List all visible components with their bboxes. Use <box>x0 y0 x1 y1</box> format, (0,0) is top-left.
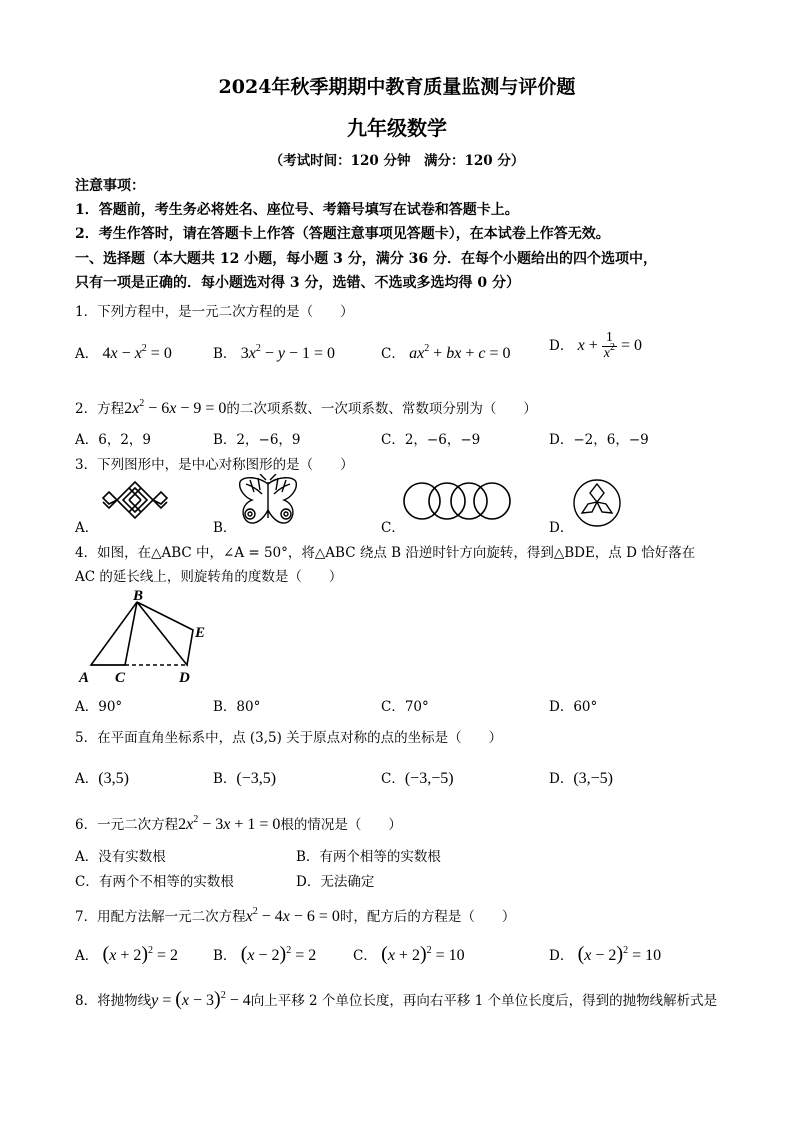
q3-label-c: C． <box>381 520 405 536</box>
q8-stem: 8．将抛物线$y = (x - 3)^2 - 4$向上平移 2 个单位长度，再向右平移 1 个单位长度后，得到的抛物线解析式是 <box>75 988 718 1010</box>
q3-figure-d-diamonds <box>572 478 622 528</box>
q4-stem-line-1: 4．如图，在△ABC 中，∠A = 50°，将△ABC 绕点 B 沿逆时针方向旋转，得到△BDE，点 D 恰好落在 <box>75 545 696 561</box>
q3-figure-a-knot <box>100 478 170 522</box>
q5-label-d: D． <box>549 771 574 787</box>
q6-stem: 6．一元二次方程$2x^2 - 3x + 1 = 0$根的情况是（ ） <box>75 814 402 833</box>
q3-label-a: A． <box>75 520 99 536</box>
q5-value-b: (−3,5) <box>236 770 277 787</box>
q7-stem-post: 时，配方后的方程是（ ） <box>339 909 516 925</box>
q2-label-b: B． <box>213 432 237 448</box>
q3-figure-c-rings <box>402 478 512 524</box>
q8-stem-post: 向上平移 2 个单位长度，再向右平移 1 个单位长度后，得到的抛物线解析式是 <box>250 993 718 1009</box>
q1-label-d: D． <box>549 337 574 354</box>
q2-stem-pre: 2．方程 <box>75 401 125 417</box>
q5-label-a: A． <box>75 771 99 787</box>
q6-option-b: B．有两个相等的实数根 <box>296 849 441 865</box>
q4-option-c <box>381 695 429 715</box>
q4-label-d: D． <box>549 699 574 715</box>
q4-value-a: 90° <box>98 699 123 715</box>
q2-option-b <box>213 428 301 448</box>
q7-stem: 7．用配方法解一元二次方程$x^2 - 4x - 6 = 0$时，配方后的方程是（ ） <box>75 906 516 925</box>
q4-option-a <box>75 695 122 715</box>
exam-subject: 九年级数学 <box>347 116 447 140</box>
q7-label-b: B． <box>213 948 237 964</box>
q1-option-d: D． x + $\frac{1}{x^2}$ = 0 <box>549 330 643 361</box>
exam-info: （考试时间：120 分钟 满分：120 分） <box>269 153 525 169</box>
q5-option-d <box>549 767 613 788</box>
q4-label-a: A． <box>75 699 99 715</box>
q6-option-d: D．无法确定 <box>296 874 375 890</box>
exam-title: 2024年秋季期期中教育质量监测与评价题 <box>218 76 576 98</box>
q7-option-d: D． $(x - 2)^2 = 10$ <box>549 943 662 965</box>
q4-figure-triangle <box>75 588 210 688</box>
q7-option-c: C． $(x + 2)^2 = 10$ <box>353 943 465 965</box>
section-heading-line-1: 一、选择题（本大题共 12 小题，每小题 3 分，满分 36 分．在每个小题给出的四个选项中， <box>75 251 657 267</box>
q7-label-a: A． <box>75 948 99 964</box>
q1-label-b: B． <box>213 346 237 362</box>
q7-label-c: C． <box>353 948 377 964</box>
q6-option-a: A．没有实数根 <box>75 849 166 865</box>
q2-value-b: 2，−6，9 <box>236 432 301 448</box>
q4-vertex-d: D <box>179 670 190 686</box>
notice-item-1: 1．答题前，考生务必将姓名、座位号、考籍号填写在试卷和答题卡上。 <box>75 202 519 218</box>
notice-item-2: 2．考生作答时，请在答题卡上作答（答题注意事项见答题卡），在本试卷上作答无效。 <box>75 226 610 242</box>
q1-label-a: A． <box>75 346 99 362</box>
q2-option-a <box>75 428 151 448</box>
notice-heading: 注意事项： <box>75 178 145 194</box>
q3-stem: 3．下列图形中，是中心对称图形的是（ ） <box>75 457 354 473</box>
q4-option-b <box>213 695 260 715</box>
q4-vertex-a: A <box>79 670 90 686</box>
q5-option-b <box>213 767 276 788</box>
q1-option-a: A． $4x - x^2 = 0$ <box>75 343 172 362</box>
q2-label-d: D． <box>549 432 574 448</box>
q7-label-d: D． <box>549 948 574 964</box>
q5-option-a <box>75 767 129 788</box>
q2-stem: 2．方程$2x^2 - 6x - 9 = 0$的二次项系数、一次项系数、常数项分别为（ ） <box>75 398 537 417</box>
q3-label-b: B． <box>213 520 237 536</box>
q1-option-c: C． $ax^2$ + bx + c = 0 <box>381 343 511 362</box>
q5-value-a: (3,5) <box>98 770 129 787</box>
q4-value-d: 60° <box>573 699 598 715</box>
q4-value-c: 70° <box>404 699 429 715</box>
q7-stem-pre: 7．用配方法解一元二次方程 <box>75 909 246 925</box>
q4-value-b: 80° <box>236 699 261 715</box>
q2-option-d <box>549 428 649 448</box>
q4-vertex-e: E <box>195 625 206 641</box>
q5-label-c: C． <box>381 771 405 787</box>
q2-label-c: C． <box>381 432 405 448</box>
q2-value-a: 6，2，9 <box>98 432 152 448</box>
q3-figure-b-butterfly <box>236 474 300 528</box>
q5-label-b: B． <box>213 771 237 787</box>
q4-vertex-c: C <box>115 670 126 686</box>
q4-label-c: C． <box>381 699 405 715</box>
q6-stem-post: 根的情况是（ ） <box>280 817 402 833</box>
q2-value-c: 2，−6，−9 <box>404 432 481 448</box>
q1-label-c: C． <box>381 346 405 362</box>
q4-stem-line-2: AC 的延长线上，则旋转角的度数是（ ） <box>75 569 343 585</box>
q3-label-d: D． <box>549 520 574 536</box>
q2-label-a: A． <box>75 432 99 448</box>
q2-value-d: −2，6，−9 <box>573 432 649 448</box>
q1-option-b: B． $3x^2 - y - 1 = 0$ <box>213 343 336 362</box>
q7-option-b: B． $(x - 2)^2 = 2$ <box>213 943 317 965</box>
q8-stem-pre: 8．将抛物线 <box>75 993 152 1009</box>
q4-option-d <box>549 695 597 715</box>
q7-option-a: A． $(x + 2)^2 = 2$ <box>75 943 179 965</box>
q5-stem: 5．在平面直角坐标系中，点 (3,5) 关于原点对称的点的坐标是（ ） <box>75 730 503 746</box>
q5-value-c: (−3,−5) <box>404 770 454 787</box>
q5-value-d: (3,−5) <box>573 770 614 787</box>
q4-label-b: B． <box>213 699 237 715</box>
section-heading-line-2: 只有一项是正确的．每小题选对得 3 分，选错、不选或多选均得 0 分） <box>75 275 520 291</box>
q1-stem: 1．下列方程中，是一元二次方程的是（ ） <box>75 304 354 320</box>
q2-option-c <box>381 428 480 448</box>
q2-stem-post: 的二次项系数、一次项系数、常数项分别为（ ） <box>226 401 537 417</box>
q6-option-c: C．有两个不相等的实数根 <box>75 874 234 890</box>
q6-stem-pre: 6．一元二次方程 <box>75 817 179 833</box>
q4-vertex-b: B <box>133 588 144 604</box>
q5-option-c <box>381 767 454 788</box>
